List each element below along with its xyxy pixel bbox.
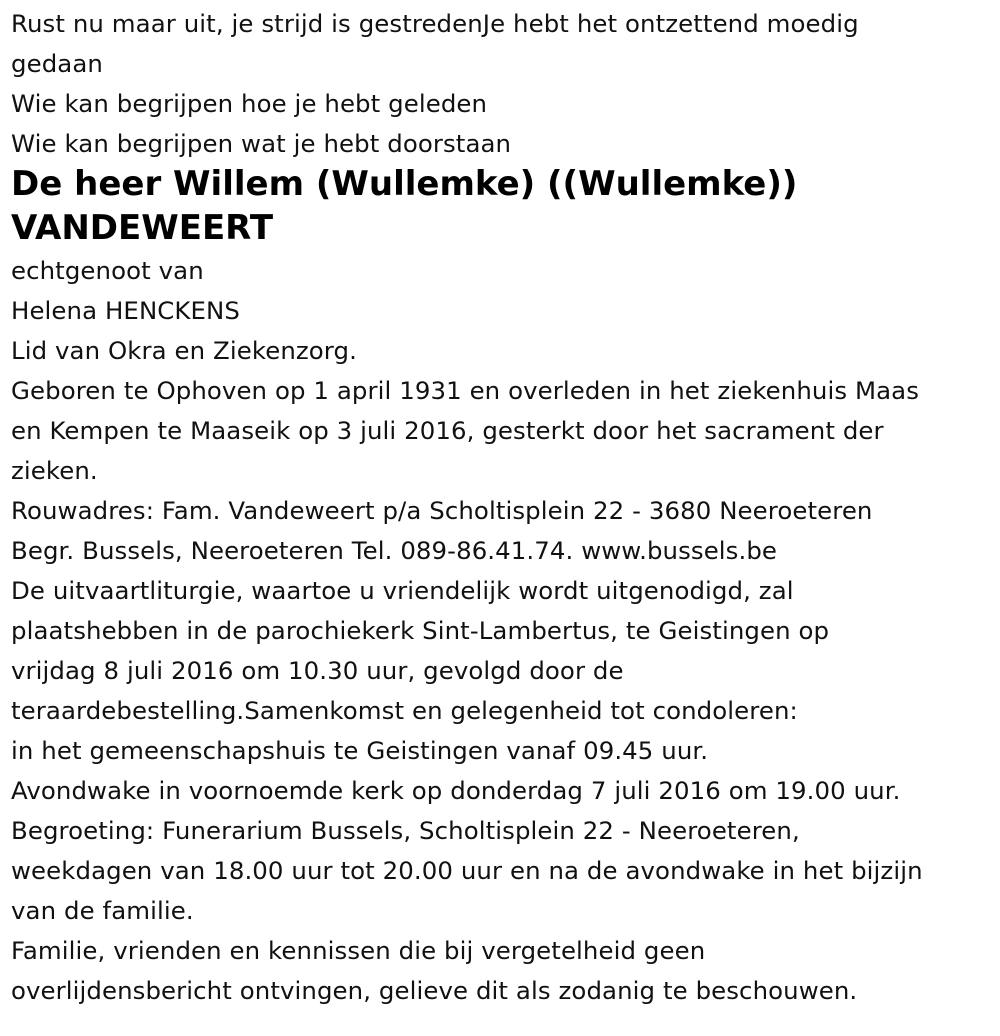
spouse-label: echtgenoot van — [11, 256, 204, 285]
closing-notice — [11, 931, 993, 1011]
text-line: Avondwake in voornoemde kerk op donderdag 7 juli 2016 om 19.00 uur. — [11, 776, 901, 805]
deceased-name — [11, 162, 993, 250]
text-line: De uitvaartliturgie, waartoe u vriendelijk wordt uitgenodigd, zal — [11, 576, 794, 605]
text-line: en Kempen te Maaseik op 3 juli 2016, gesterkt door het sacrament der — [11, 416, 884, 445]
text-line: overlijdensbericht ontvingen, gelieve dit als zodanig te beschouwen. — [11, 976, 858, 1005]
text-line: Geboren te Ophoven op 1 april 1931 en overleden in het ziekenhuis Maas — [11, 376, 920, 405]
text-line: zieken. — [11, 456, 98, 485]
text-line: van de familie. — [11, 896, 194, 925]
poem — [11, 4, 993, 164]
deceased-surname: VANDEWEERT — [11, 208, 274, 248]
text-line: vrijdag 8 juli 2016 om 10.30 uur, gevolgd door de — [11, 656, 624, 685]
family-details — [11, 251, 993, 371]
spouse-name: Helena HENCKENS — [11, 296, 240, 325]
deceased-name-line: De heer Willem (Wullemke) ((Wullemke)) — [11, 164, 798, 204]
text-line: Begroeting: Funerarium Bussels, Scholtisplein 22 - Neeroeteren, — [11, 816, 800, 845]
poem-line: Wie kan begrijpen wat je hebt doorstaan — [11, 129, 512, 158]
funeral-liturgy — [11, 571, 993, 771]
poem-line: Rust nu maar uit, je strijd is gestredenJe hebt het ontzettend moedig — [11, 9, 859, 38]
obituary-notice — [11, 4, 993, 1011]
text-line: Familie, vrienden en kennissen die bij vergetelheid geen — [11, 936, 706, 965]
visitation-info — [11, 811, 993, 931]
text-line: in het gemeenschapshuis te Geistingen vanaf 09.45 uur. — [11, 736, 709, 765]
text-line: plaatshebben in de parochiekerk Sint-Lambertus, te Geistingen op — [11, 616, 830, 645]
text-line: weekdagen van 18.00 uur tot 20.00 uur en na de avondwake in het bijzijn — [11, 856, 923, 885]
contact-info — [11, 491, 993, 571]
poem-line: Wie kan begrijpen hoe je hebt geleden — [11, 89, 488, 118]
undertaker-contact: Begr. Bussels, Neeroeteren Tel. 089-86.41.74. www.bussels.be — [11, 536, 778, 565]
poem-line: gedaan — [11, 49, 103, 78]
mourning-address: Rouwadres: Fam. Vandeweert p/a Scholtisplein 22 - 3680 Neeroeteren — [11, 496, 873, 525]
birth-death-info — [11, 371, 993, 491]
wake-info — [11, 771, 993, 811]
membership: Lid van Okra en Ziekenzorg. — [11, 336, 357, 365]
text-line: teraardebestelling.Samenkomst en gelegenheid tot condoleren: — [11, 696, 798, 725]
